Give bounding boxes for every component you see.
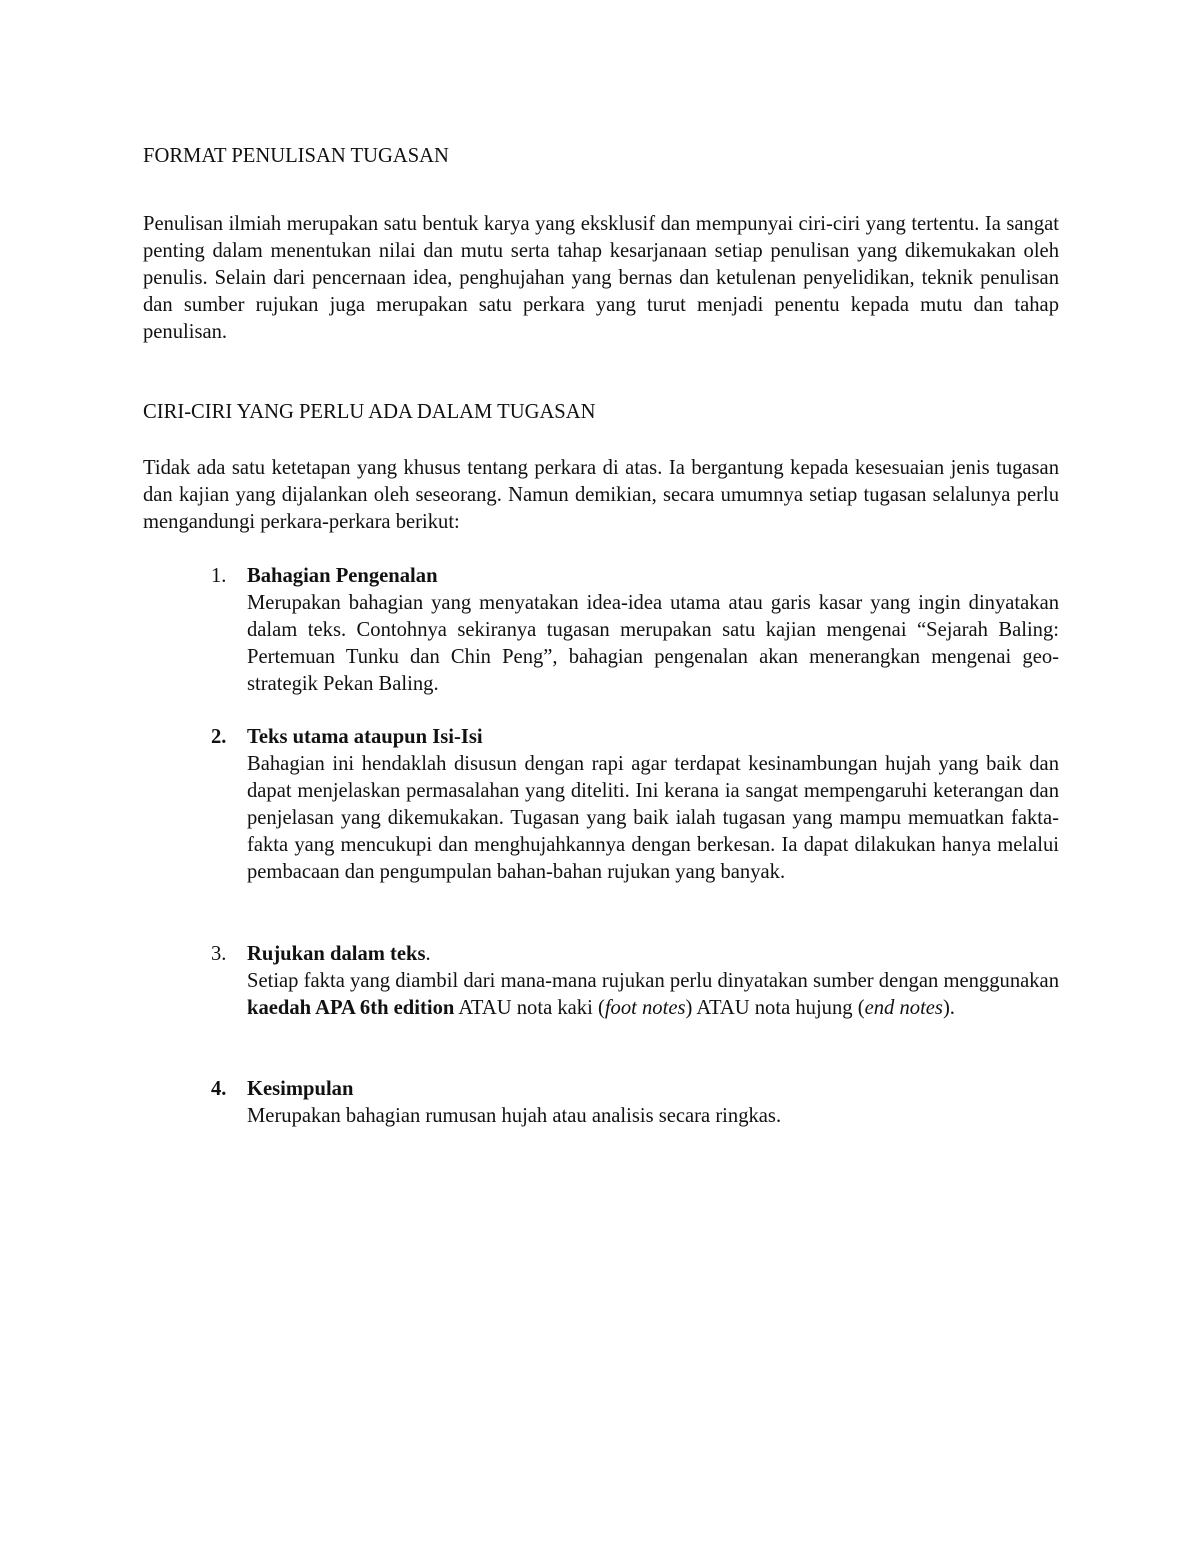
section-intro-paragraph: Tidak ada satu ketetapan yang khusus tentang perkara di atas. Ia bergantung kepada kesesuaian jenis tugasan dan kajian yang dijalankan oleh seseorang. Namun demikian, secara umumnya setiap tugasan selalunya perlu mengandungi perkara-perkara berikut: <box>143 457 1059 533</box>
list-item-text: Merupakan bahagian rumusan hujah atau analisis secara ringkas. <box>247 1105 782 1127</box>
list-item-title-suffix: . <box>425 943 431 965</box>
list-item-number: 4. <box>211 1078 227 1100</box>
list-item-number: 1. <box>211 565 227 587</box>
list-item-text: Bahagian ini hendaklah disusun dengan rapi agar terdapat kesinambungan hujah yang baik dan dapat menjelaskan permasalahan yang diteliti. Ini kerana ia sangat mempengaruhi keterangan dan penjelasan yang dikemukakan. Tugasan yang baik ialah tugasan yang mampu memuatkan fakta-fakta yang mencukupi dan menghujahkannya dengan berkesan. Ia dapat dilakukan hanya melalui pembacaan dan pengumpulan bahan-bahan rujukan yang banyak. <box>247 753 1059 883</box>
text-part-italic: end notes <box>864 997 943 1019</box>
text-part: ) ATAU nota hujung ( <box>685 997 865 1019</box>
list-item-title: Kesimpulan <box>247 1078 354 1100</box>
text-part: ). <box>942 997 955 1019</box>
text-part: Setiap fakta yang diambil dari mana-mana rujukan perlu dinyatakan sumber dengan menggunakan <box>247 970 1059 992</box>
text-part: ATAU nota kaki ( <box>454 997 605 1019</box>
list-item-body <box>247 941 1059 1022</box>
section-heading: CIRI-CIRI YANG PERLU ADA DALAM TUGASAN <box>143 401 596 423</box>
list-item-text: Merupakan bahagian yang menyatakan idea-idea utama atau garis kasar yang ingin dinyatakan dalam teks. Contohnya sekiranya tugasan merupakan satu kajian mengenai “Sejarah Baling: Pertemuan Tunku dan Chin Peng”, bahagian pengenalan akan menerangkan mengenai geo-strategik Pekan Baling. <box>247 592 1059 695</box>
list-item-body <box>247 1076 1059 1130</box>
list-item-title-line <box>247 941 1059 968</box>
list-item-number: 2. <box>211 726 227 748</box>
list-item-body <box>247 563 1059 698</box>
list-item-title: Teks utama ataupun Isi-Isi <box>247 726 483 748</box>
list-item-title: Bahagian Pengenalan <box>247 565 438 587</box>
text-part-italic: foot notes <box>604 997 686 1019</box>
intro-paragraph: Penulisan ilmiah merupakan satu bentuk karya yang eksklusif dan mempunyai ciri-ciri yang tertentu. Ia sangat penting dalam menentukan nilai dan mutu serta tahap kesarjanaan setiap penulisan yang dikemukakan oleh penulis. Selain dari pencernaan idea, penghujahan yang bernas dan ketulenan penyelidikan, teknik penulisan dan sumber rujukan juga merupakan satu perkara yang turut menjadi penentu kepada mutu dan tahap penulisan. <box>143 213 1059 343</box>
list-item-number: 3. <box>211 943 227 965</box>
text-part-bold: kaedah APA 6th edition <box>247 997 455 1019</box>
list-item-title: Rujukan dalam teks <box>247 943 426 965</box>
list-item-body <box>247 724 1059 886</box>
page-title: FORMAT PENULISAN TUGASAN <box>143 145 449 167</box>
list-item-text <box>247 968 1059 1022</box>
